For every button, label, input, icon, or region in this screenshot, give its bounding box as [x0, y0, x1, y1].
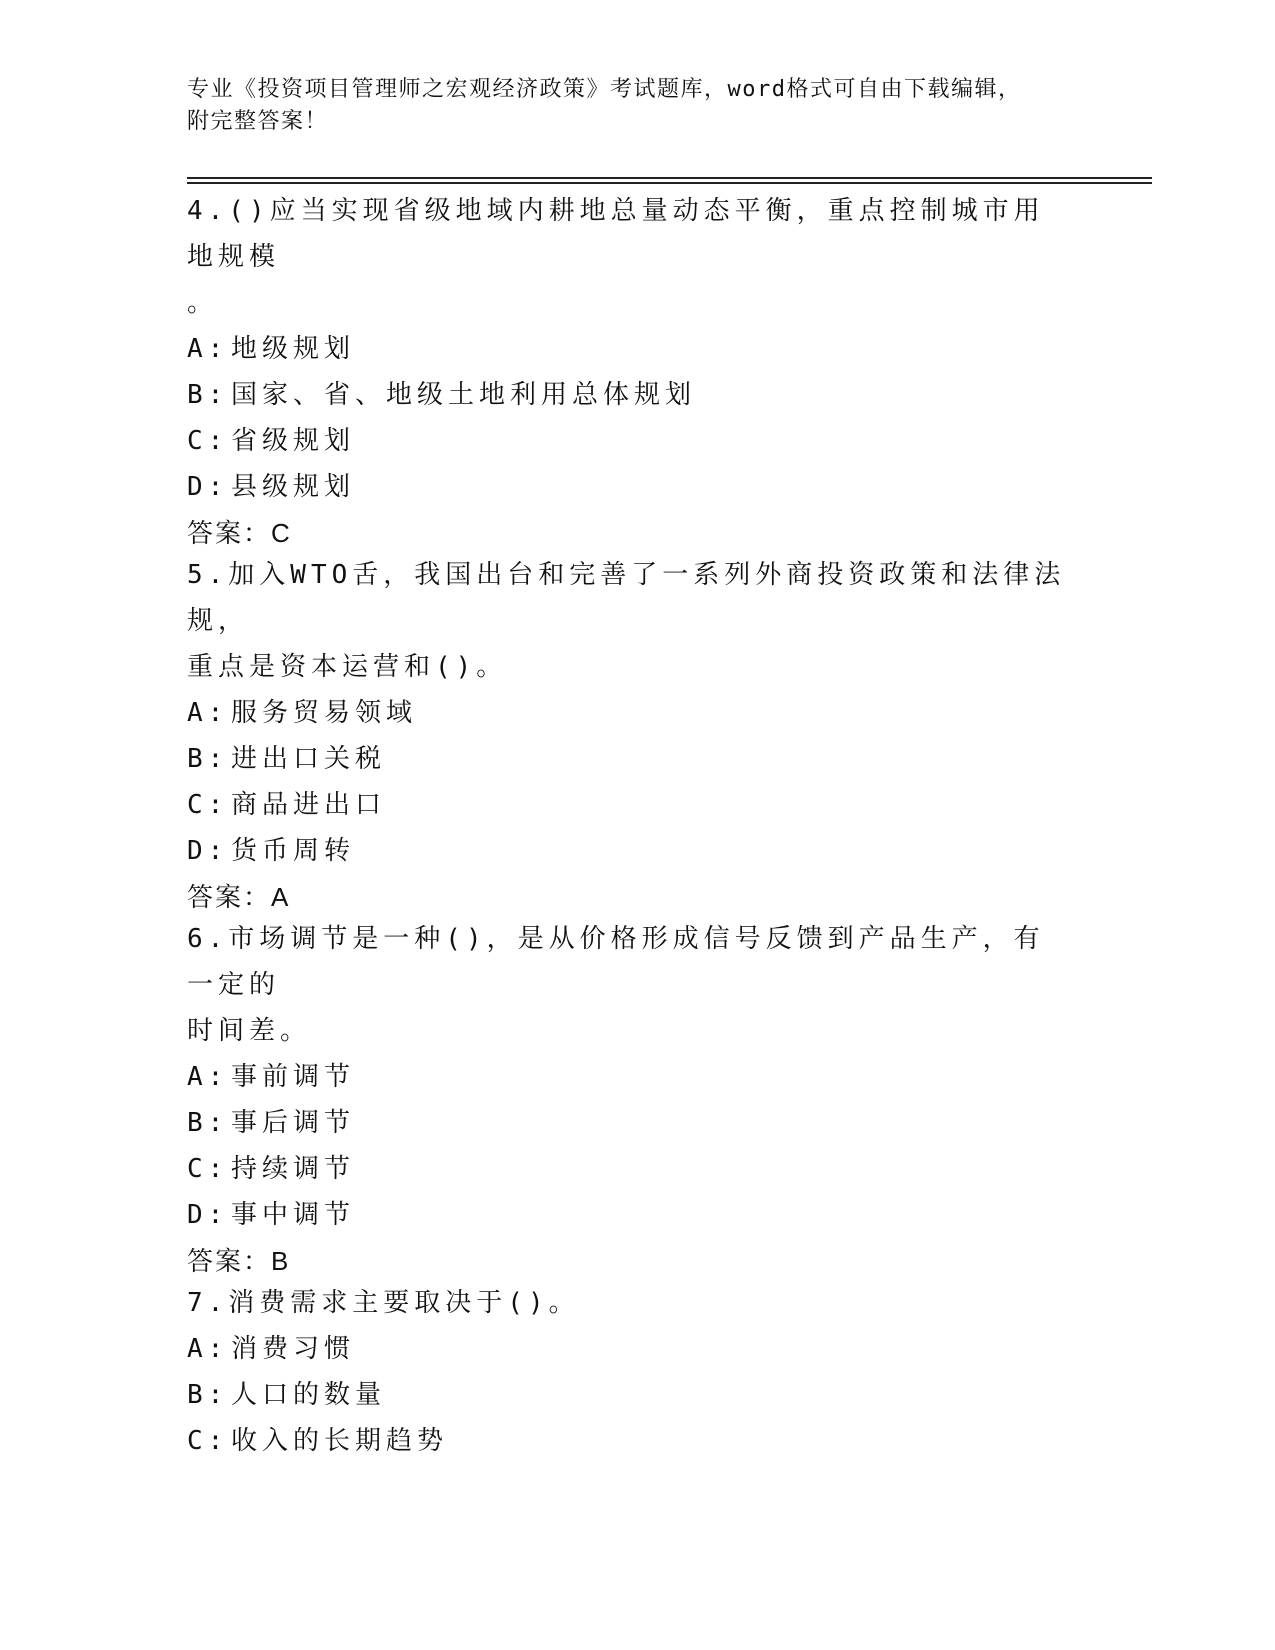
- option-text: 持续调节: [231, 1154, 356, 1184]
- question-5: [187, 552, 1067, 920]
- option-key: C:: [187, 1426, 229, 1456]
- option-text: 国家、省、地级土地利用总体规划: [231, 380, 697, 410]
- option-a: [187, 690, 1067, 736]
- question-6: [187, 916, 1067, 1284]
- option-b: [187, 736, 1067, 782]
- option-key: D:: [187, 1200, 229, 1230]
- header-line-2: 附完整答案！: [187, 109, 329, 134]
- option-key: D:: [187, 472, 229, 502]
- option-text: 商品进出口: [231, 790, 387, 820]
- option-text: 事前调节: [231, 1062, 356, 1092]
- option-key: C:: [187, 426, 229, 456]
- option-text: 事后调节: [231, 1108, 356, 1138]
- option-text: 地级规划: [231, 334, 356, 364]
- option-text: 县级规划: [231, 472, 356, 502]
- answer-line: 答案：A: [187, 882, 291, 912]
- option-c: [187, 1418, 1067, 1464]
- option-text: 服务贸易领域: [231, 698, 418, 728]
- header-divider-bottom: [187, 182, 1152, 184]
- question-stem: 6.市场调节是一种()，是从价格形成信号反馈到产品生产，有一定的: [187, 924, 1045, 1000]
- option-key: C:: [187, 790, 229, 820]
- option-key: B:: [187, 380, 229, 410]
- option-d: [187, 464, 1067, 510]
- option-text: 收入的长期趋势: [231, 1426, 449, 1456]
- option-c: [187, 782, 1067, 828]
- question-stem-continuation: 时间差。: [187, 1016, 312, 1046]
- option-a: [187, 1326, 1067, 1372]
- option-key: D:: [187, 836, 229, 866]
- option-text: 消费习惯: [231, 1334, 356, 1364]
- header-line-1: 专业《投资项目管理师之宏观经济政策》考试题库，word格式可自由下载编辑，: [187, 77, 1022, 102]
- option-key: A:: [187, 698, 229, 728]
- option-text: 进出口关税: [231, 744, 387, 774]
- option-key: B:: [187, 744, 229, 774]
- option-b: [187, 372, 1067, 418]
- option-key: B:: [187, 1108, 229, 1138]
- question-stem-continuation: 。: [187, 288, 219, 318]
- option-text: 货币周转: [231, 836, 356, 866]
- answer-line: 答案：C: [187, 518, 292, 548]
- option-a: [187, 326, 1067, 372]
- option-d: [187, 828, 1067, 874]
- option-b: [187, 1100, 1067, 1146]
- option-key: A:: [187, 1334, 229, 1364]
- question-stem-continuation: 重点是资本运营和()。: [187, 652, 508, 682]
- option-key: A:: [187, 334, 229, 364]
- question-stem: 7.消费需求主要取决于()。: [187, 1288, 580, 1318]
- question-4: [187, 188, 1067, 556]
- option-text: 人口的数量: [231, 1380, 387, 1410]
- option-d: [187, 1192, 1067, 1238]
- answer-line: 答案：B: [187, 1246, 291, 1276]
- option-key: B:: [187, 1380, 229, 1410]
- option-key: A:: [187, 1062, 229, 1092]
- option-a: [187, 1054, 1067, 1100]
- header-divider-top: [187, 177, 1152, 179]
- question-stem: 4.()应当实现省级地域内耕地总量动态平衡，重点控制城市用地规模: [187, 196, 1045, 272]
- option-c: [187, 418, 1067, 464]
- option-b: [187, 1372, 1067, 1418]
- question-stem: 5.加入WTO舌，我国出台和完善了一系列外商投资政策和法律法规，: [187, 560, 1066, 636]
- option-c: [187, 1146, 1067, 1192]
- option-key: C:: [187, 1154, 229, 1184]
- document-header: [187, 74, 1067, 138]
- option-text: 省级规划: [231, 426, 356, 456]
- option-text: 事中调节: [231, 1200, 356, 1230]
- question-7: [187, 1280, 1067, 1464]
